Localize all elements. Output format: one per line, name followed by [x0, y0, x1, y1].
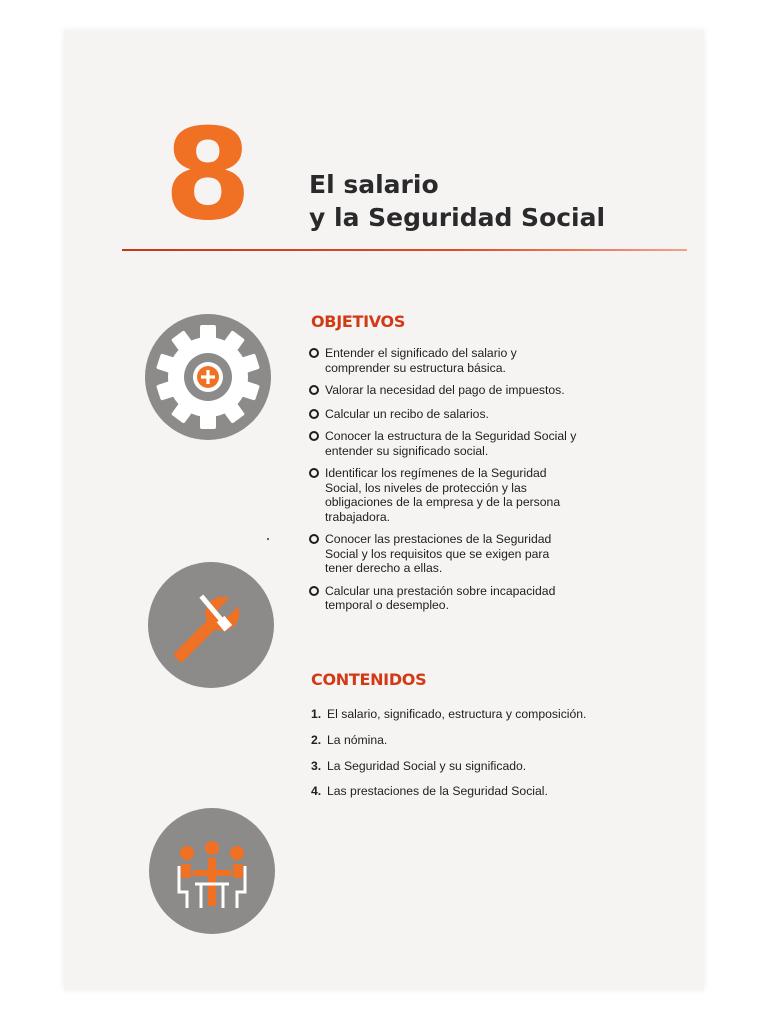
- chapter-title: [309, 168, 605, 234]
- chapter-title-line1: El salario: [309, 170, 439, 199]
- list-item: 3. La Seguridad Social y su significado.: [311, 759, 527, 773]
- list-item: Conocer la estructura de la Seguridad Social y entender su significado social.: [309, 429, 579, 458]
- objectives-list: [309, 346, 579, 613]
- list-item: Valorar la necesidad del pago de impuestos.: [309, 383, 579, 398]
- list-item: Entender el significado del salario y comprender su estructura básica.: [309, 346, 579, 375]
- contents-heading: CONTENIDOS: [311, 670, 427, 689]
- bullet-icon: [309, 468, 319, 478]
- chapter-title-line2: y la Seguridad Social: [309, 203, 606, 232]
- bullet-icon: [309, 385, 319, 395]
- list-item: 4. Las prestaciones de la Seguridad Social.: [311, 784, 548, 798]
- gear-plus-icon: [145, 314, 271, 440]
- chapter-number: 8: [164, 101, 250, 248]
- list-item: Identificar los regímenes de la Seguridad Social, los niveles de protección y las obligaciones de la empresa y de la persona trabajadora.: [309, 466, 579, 524]
- list-item: Calcular un recibo de salarios.: [309, 407, 579, 422]
- bullet-icon: [309, 409, 319, 419]
- objectives-heading: OBJETIVOS: [311, 312, 406, 331]
- bullet-icon: [309, 534, 319, 544]
- title-divider: [122, 249, 687, 251]
- list-item: 2. La nómina.: [311, 733, 388, 747]
- bullet-icon: [309, 431, 319, 441]
- list-item: 1. El salario, significado, estructura y composición.: [311, 707, 587, 721]
- list-item: Calcular una prestación sobre incapacidad temporal o desempleo.: [309, 584, 579, 613]
- wrench-icon: [148, 562, 274, 688]
- team-meeting-icon: [149, 808, 275, 934]
- print-speck: [267, 538, 269, 540]
- bullet-icon: [309, 586, 319, 596]
- list-item: Conocer las prestaciones de la Seguridad Social y los requisitos que se exigen para tener derecho a ellas.: [309, 532, 579, 576]
- bullet-icon: [309, 348, 319, 358]
